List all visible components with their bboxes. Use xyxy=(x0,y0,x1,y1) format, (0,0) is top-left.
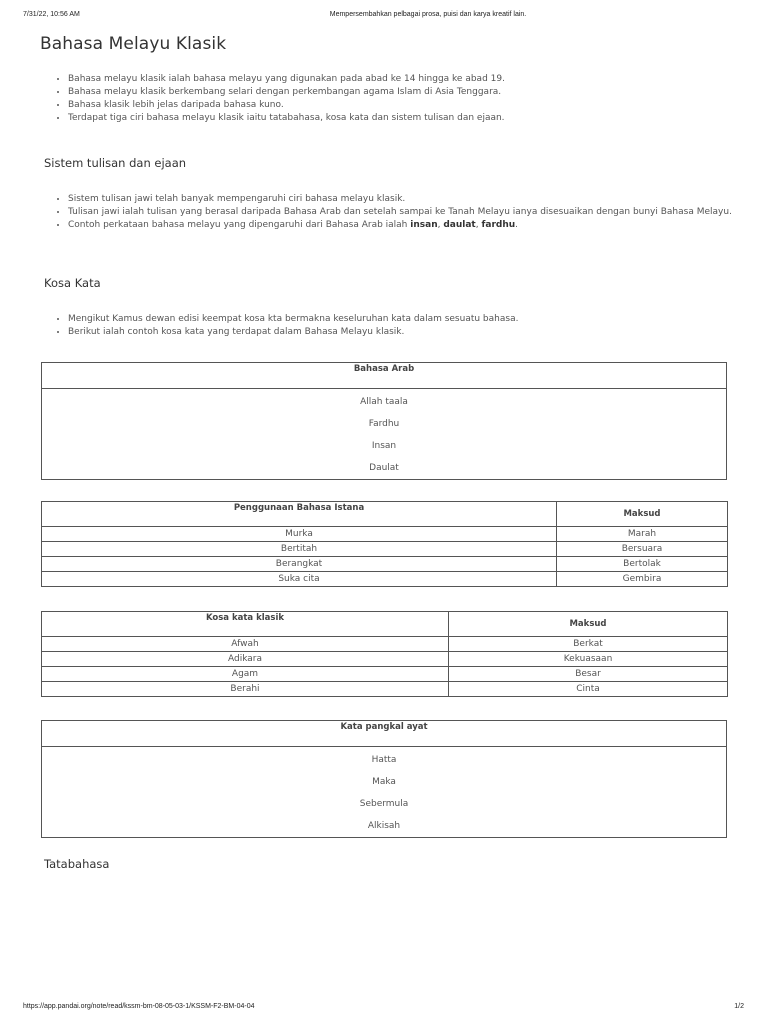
separator: , xyxy=(475,220,482,230)
list-item: • Bahasa klasik lebih jelas daripada bahasa kuno. xyxy=(68,99,745,112)
table-row xyxy=(42,652,728,667)
table-header: Maksud xyxy=(557,502,728,527)
table-cell: Gembira xyxy=(557,572,728,587)
print-footer xyxy=(0,1003,768,1015)
table-cell: Alkisah xyxy=(42,815,727,838)
table-cell: Besar xyxy=(449,667,728,682)
list-item: • Terdapat tiga ciri bahasa melayu klasik iaitu tatabahasa, kosa kata dan sistem tulisan dan ejaan. xyxy=(68,112,745,125)
print-url: https://app.pandai.org/note/read/kssm-bm-08-05-03-1/KSSM-F2-BM-04-04 xyxy=(23,1003,255,1010)
table-cell: Bertolak xyxy=(557,557,728,572)
table-kata-pangkal-ayat xyxy=(41,720,727,838)
table-row xyxy=(42,682,728,697)
page-number: 1/2 xyxy=(734,1003,744,1010)
table-cell: Marah xyxy=(557,527,728,542)
table-row xyxy=(42,557,728,572)
table-cell: Hatta xyxy=(42,747,727,772)
table-cell: Adikara xyxy=(42,652,449,667)
table-row xyxy=(42,637,728,652)
list-item-suffix: . xyxy=(515,220,519,230)
table-cell: Afwah xyxy=(42,637,449,652)
section-heading-kosa-kata: Kosa Kata xyxy=(44,276,101,290)
table-cell: Suka cita xyxy=(42,572,557,587)
table-cell: Kekuasaan xyxy=(449,652,728,667)
table-cell: Bertitah xyxy=(42,542,557,557)
table-cell: Sebermula xyxy=(42,793,727,815)
table-row xyxy=(42,667,728,682)
table-header: Kata pangkal ayat xyxy=(42,721,727,747)
separator: , xyxy=(437,220,444,230)
table-bahasa-arab xyxy=(41,362,727,480)
table-cell: Berangkat xyxy=(42,557,557,572)
list-item xyxy=(68,219,745,232)
table-header: Maksud xyxy=(449,612,728,637)
bold-word: daulat xyxy=(443,220,476,230)
table-cell: Cinta xyxy=(449,682,728,697)
table-cell: Murka xyxy=(42,527,557,542)
table-cell: Maka xyxy=(42,771,727,793)
table-cell: Daulat xyxy=(42,457,727,480)
table-cell: Bersuara xyxy=(557,542,728,557)
table-cell: Allah taala xyxy=(42,389,727,414)
kosa-kata-list xyxy=(50,313,745,339)
page-title: Bahasa Melayu Klasik xyxy=(40,34,227,54)
section-heading-sistem: Sistem tulisan dan ejaan xyxy=(44,156,187,170)
table-row xyxy=(42,572,728,587)
table-row xyxy=(42,527,728,542)
table-cell: Berkat xyxy=(449,637,728,652)
intro-list xyxy=(50,73,745,125)
table-cell: Agam xyxy=(42,667,449,682)
list-item: • Berikut ialah contoh kosa kata yang terdapat dalam Bahasa Melayu klasik. xyxy=(68,326,745,339)
table-bahasa-istana xyxy=(41,501,728,587)
sistem-list xyxy=(50,193,745,232)
bold-word: fardhu xyxy=(481,220,516,230)
table-header: Kosa kata klasik xyxy=(42,612,449,637)
table-kosa-kata-klasik xyxy=(41,611,728,697)
list-item: • Sistem tulisan jawi telah banyak mempengaruhi ciri bahasa melayu klasik. xyxy=(68,193,745,206)
section-heading-tatabahasa: Tatabahasa xyxy=(44,857,110,871)
print-page-title: Mempersembahkan pelbagai prosa, puisi dan karya kreatif lain. xyxy=(329,11,527,18)
table-header: Bahasa Arab xyxy=(42,363,727,389)
print-datetime: 7/31/22, 10:56 AM xyxy=(23,11,80,18)
table-cell: Insan xyxy=(42,435,727,457)
list-item-text: Contoh perkataan bahasa melayu yang dipengaruhi dari Bahasa Arab ialah xyxy=(68,220,411,230)
list-item: • Bahasa melayu klasik berkembang selari dengan perkembangan agama Islam di Asia Tenggara. xyxy=(68,86,745,99)
list-item: • Mengikut Kamus dewan edisi keempat kosa kta bermakna keseluruhan kata dalam sesuatu bahasa. xyxy=(68,313,745,326)
table-header: Penggunaan Bahasa Istana xyxy=(42,502,557,527)
list-item: • Tulisan jawi ialah tulisan yang berasal daripada Bahasa Arab dan setelah sampai ke Tanah Melayu ianya disesuaikan dengan bunyi Bahasa Melayu. xyxy=(68,206,745,219)
table-row xyxy=(42,542,728,557)
list-item: • Bahasa melayu klasik ialah bahasa melayu yang digunakan pada abad ke 14 hingga ke abad 19. xyxy=(68,73,745,86)
table-cell: Fardhu xyxy=(42,413,727,435)
table-cell: Berahi xyxy=(42,682,449,697)
bold-word: insan xyxy=(410,220,438,230)
